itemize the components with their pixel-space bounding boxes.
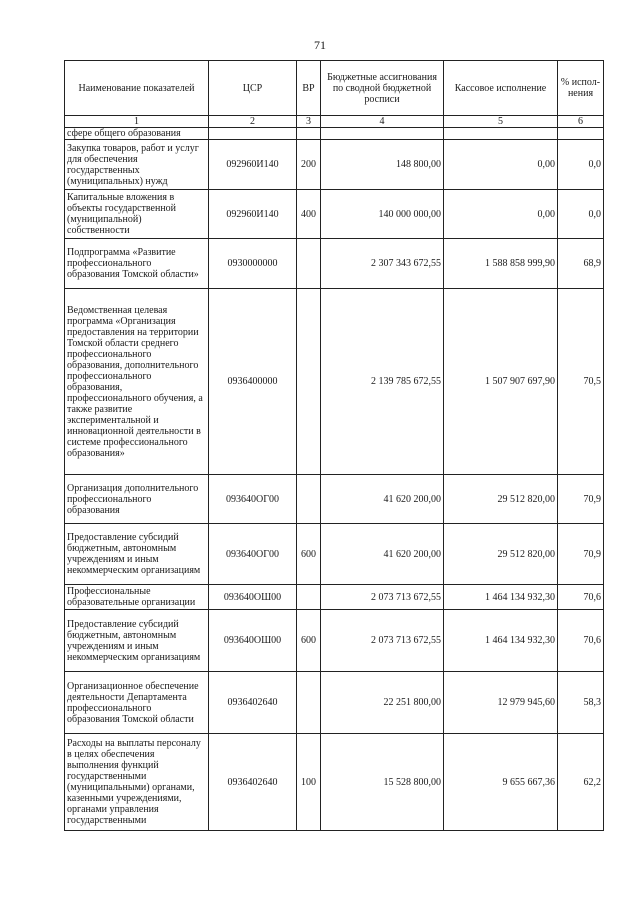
- row-allocation: 2 073 713 672,55: [321, 610, 444, 672]
- header-budget-allocation: Бюджетные ассигнования по сводной бюджетной росписи: [321, 61, 444, 116]
- header-indicator-name: Наименование показателей: [65, 61, 209, 116]
- column-number: 4: [321, 116, 444, 128]
- row-percent: 70,9: [558, 475, 604, 524]
- row-allocation: 2 139 785 672,55: [321, 289, 444, 475]
- row-percent: 68,9: [558, 239, 604, 289]
- row-vr: 100: [297, 734, 321, 831]
- table-row: [65, 190, 604, 239]
- row-allocation: 41 620 200,00: [321, 475, 444, 524]
- table-row: [65, 128, 604, 140]
- table-row: [65, 524, 604, 585]
- row-execution: 0,00: [444, 140, 558, 190]
- row-execution: 0,00: [444, 190, 558, 239]
- column-number: 2: [209, 116, 297, 128]
- row-name: Предоставление субсидий бюджетным, автономным учреждениям и иным некоммерческим организациям: [65, 610, 209, 672]
- column-number: 6: [558, 116, 604, 128]
- row-csr: 092960И140: [209, 190, 297, 239]
- row-csr: [209, 128, 297, 140]
- row-csr: 093640ОШ00: [209, 610, 297, 672]
- header-vr: ВР: [297, 61, 321, 116]
- table-header-row: [65, 61, 604, 116]
- row-csr: 093640ОГ00: [209, 524, 297, 585]
- row-csr: 0936402640: [209, 672, 297, 734]
- column-number-row: [65, 116, 604, 128]
- row-percent: 62,2: [558, 734, 604, 831]
- row-execution: 1 464 134 932,30: [444, 585, 558, 610]
- column-number: 5: [444, 116, 558, 128]
- header-execution-percent: % испол-нения: [558, 61, 604, 116]
- row-vr: [297, 289, 321, 475]
- row-name: Организационное обеспечение деятельности Департамента профессионального образования Томской области: [65, 672, 209, 734]
- row-percent: [558, 128, 604, 140]
- row-vr: 600: [297, 524, 321, 585]
- row-allocation: 140 000 000,00: [321, 190, 444, 239]
- row-percent: 0,0: [558, 140, 604, 190]
- row-vr: [297, 128, 321, 140]
- row-allocation: 2 073 713 672,55: [321, 585, 444, 610]
- row-vr: 400: [297, 190, 321, 239]
- row-execution: 29 512 820,00: [444, 524, 558, 585]
- row-execution: 9 655 667,36: [444, 734, 558, 831]
- column-number: 1: [65, 116, 209, 128]
- row-percent: 70,9: [558, 524, 604, 585]
- table-row: [65, 289, 604, 475]
- row-vr: 200: [297, 140, 321, 190]
- row-allocation: 148 800,00: [321, 140, 444, 190]
- row-percent: 58,3: [558, 672, 604, 734]
- budget-execution-table: [64, 60, 604, 831]
- row-csr: 093640ОГ00: [209, 475, 297, 524]
- table-row: [65, 672, 604, 734]
- row-allocation: [321, 128, 444, 140]
- row-name: Предоставление субсидий бюджетным, автономным учреждениям и иным некоммерческим организациям: [65, 524, 209, 585]
- row-name: сфере общего образования: [65, 128, 209, 140]
- row-name: Профессиональные образовательные организации: [65, 585, 209, 610]
- row-allocation: 2 307 343 672,55: [321, 239, 444, 289]
- page-number: 71: [314, 38, 326, 52]
- row-execution: 1 507 907 697,90: [444, 289, 558, 475]
- row-vr: [297, 239, 321, 289]
- row-execution: 29 512 820,00: [444, 475, 558, 524]
- header-cash-execution: Кассовое исполнение: [444, 61, 558, 116]
- row-execution: 1 588 858 999,90: [444, 239, 558, 289]
- row-name: Закупка товаров, работ и услуг для обеспечения государственных (муниципальных) нужд: [65, 140, 209, 190]
- row-percent: 70,6: [558, 610, 604, 672]
- table-row: [65, 610, 604, 672]
- row-name: Организация дополнительного профессионального образования: [65, 475, 209, 524]
- row-percent: 70,5: [558, 289, 604, 475]
- row-execution: [444, 128, 558, 140]
- table-row: [65, 239, 604, 289]
- row-execution: 12 979 945,60: [444, 672, 558, 734]
- row-allocation: 22 251 800,00: [321, 672, 444, 734]
- row-vr: [297, 672, 321, 734]
- row-name: Подпрограмма «Развитие профессионального образования Томской области»: [65, 239, 209, 289]
- column-number: 3: [297, 116, 321, 128]
- row-allocation: 41 620 200,00: [321, 524, 444, 585]
- row-name: Расходы на выплаты персоналу в целях обеспечения выполнения функций государственными (муниципальными) органами, казенными учреждениями, органами управления государственными: [65, 734, 209, 831]
- table-row: [65, 475, 604, 524]
- row-csr: 093640ОШ00: [209, 585, 297, 610]
- row-vr: [297, 475, 321, 524]
- row-vr: [297, 585, 321, 610]
- row-execution: 1 464 134 932,30: [444, 610, 558, 672]
- row-vr: 600: [297, 610, 321, 672]
- table-row: [65, 734, 604, 831]
- table-row: [65, 140, 604, 190]
- header-csr: ЦСР: [209, 61, 297, 116]
- table-row: [65, 585, 604, 610]
- row-name: Ведомственная целевая программа «Организация предоставления на территории Томской области среднего профессионального образования, дополнительного профессионального образования, профессионального обучения, а также развитие экспериментальной и инновационной деятельности в системе профессионального образования»: [65, 289, 209, 475]
- row-csr: 0936402640: [209, 734, 297, 831]
- row-percent: 0,0: [558, 190, 604, 239]
- row-percent: 70,6: [558, 585, 604, 610]
- row-csr: 0930000000: [209, 239, 297, 289]
- row-allocation: 15 528 800,00: [321, 734, 444, 831]
- row-csr: 092960И140: [209, 140, 297, 190]
- row-csr: 0936400000: [209, 289, 297, 475]
- row-name: Капитальные вложения в объекты государственной (муниципальной) собственности: [65, 190, 209, 239]
